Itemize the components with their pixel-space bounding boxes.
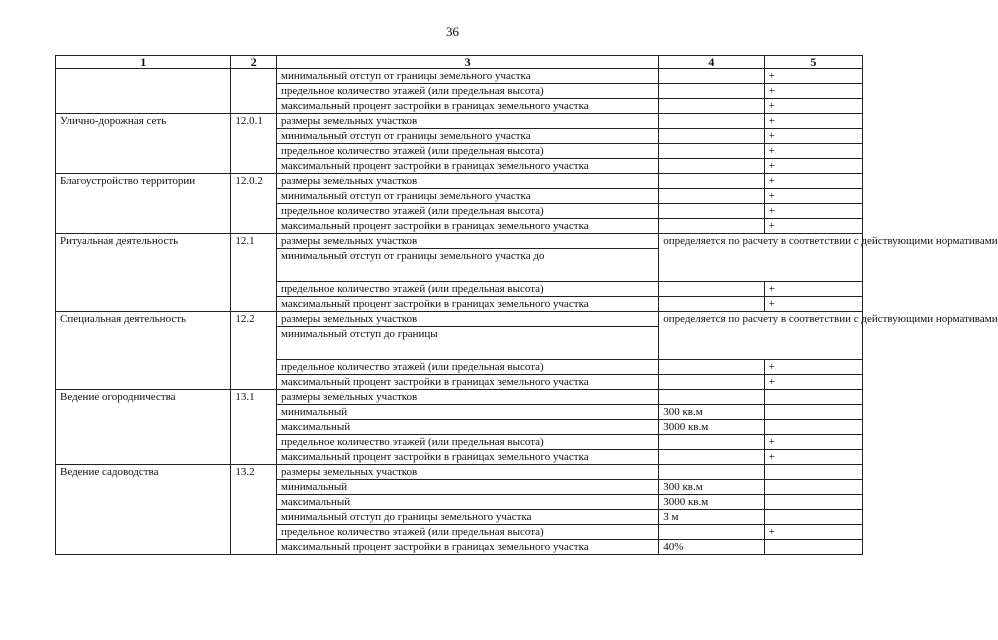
parameter-name: максимальный процент застройки в границах земельного участка [277, 159, 659, 174]
parameter-name: максимальный процент застройки в границах земельного участка [277, 297, 659, 312]
header-col-3: 3 [277, 56, 659, 69]
table-row [56, 465, 863, 480]
use-type-code: 13.1 [231, 390, 277, 465]
use-type-name: Ведение огородничества [56, 390, 231, 465]
parameter-name: предельное количество этажей (или предельная высота) [277, 435, 659, 450]
value-column-5: + [764, 450, 862, 465]
value-column-4 [659, 144, 764, 159]
value-column-4 [659, 159, 764, 174]
value-column-5: + [764, 69, 862, 84]
parameter-name: предельное количество этажей (или предельная высота) [277, 525, 659, 540]
value-column-4 [659, 114, 764, 129]
value-column-5: + [764, 375, 862, 390]
value-column-5 [764, 510, 862, 525]
value-column-5: + [764, 435, 862, 450]
value-column-4 [659, 450, 764, 465]
value-column-5 [764, 480, 862, 495]
table-body [56, 69, 998, 555]
value-column-5: + [764, 144, 862, 159]
value-column-4 [659, 435, 764, 450]
table-row [56, 114, 863, 129]
header-col-4: 4 [659, 56, 764, 69]
parameter-name: минимальный отступ от границы земельного участка [277, 69, 659, 84]
value-column-4 [659, 297, 764, 312]
value-column-4 [659, 525, 764, 540]
parameter-name: предельное количество этажей (или предельная высота) [277, 282, 659, 297]
use-type-name: Улично-дорожная сеть [56, 114, 231, 174]
value-column-5: + [764, 174, 862, 189]
parameter-name: максимальный [277, 495, 659, 510]
parameter-name: размеры земельных участков [277, 390, 659, 405]
parameter-name: минимальный [277, 405, 659, 420]
parameter-name: минимальный отступ от границы земельного участка [277, 189, 659, 204]
value-column-4: 40% [659, 540, 764, 555]
value-column-5: + [764, 297, 862, 312]
use-type-name: Благоустройство территории [56, 174, 231, 234]
value-column-4 [659, 129, 764, 144]
parameter-name: максимальный процент застройки в границах земельного участка [277, 219, 659, 234]
parameter-name: размеры земельных участков [277, 465, 659, 480]
calculation-note: определяется по расчету в соответствии с действующими нормативами [659, 234, 863, 282]
value-column-4: 300 кв.м [659, 480, 764, 495]
parameter-name: максимальный процент застройки в границах земельного участка [277, 540, 659, 555]
use-type-code: 12.0.1 [231, 114, 277, 174]
parameter-name: максимальный [277, 420, 659, 435]
calculation-note: определяется по расчету в соответствии с действующими нормативами [659, 312, 863, 360]
header-col-1: 1 [56, 56, 231, 69]
value-column-5: + [764, 129, 862, 144]
value-column-5 [764, 390, 862, 405]
use-type-code: 12.2 [231, 312, 277, 390]
value-column-4 [659, 390, 764, 405]
value-column-5: + [764, 525, 862, 540]
parameter-name: предельное количество этажей (или предельная высота) [277, 360, 659, 375]
value-column-4 [659, 69, 764, 84]
value-column-5 [764, 495, 862, 510]
value-column-4 [659, 174, 764, 189]
table-row [56, 234, 863, 249]
parameter-name: максимальный процент застройки в границах земельного участка [277, 375, 659, 390]
value-column-4 [659, 375, 764, 390]
parameter-name: максимальный процент застройки в границах земельного участка [277, 450, 659, 465]
use-type-code: 13.2 [231, 465, 277, 555]
value-column-5: + [764, 360, 862, 375]
value-column-5: + [764, 84, 862, 99]
parameter-name: предельное количество этажей (или предельная высота) [277, 84, 659, 99]
use-type-code [231, 69, 277, 114]
value-column-4 [659, 360, 764, 375]
header-col-2: 2 [231, 56, 277, 69]
page-number: 36 [446, 24, 459, 39]
value-column-5: + [764, 114, 862, 129]
land-parameters-table [55, 55, 998, 555]
value-column-5 [764, 420, 862, 435]
use-type-name: Ритуальная деятельность [56, 234, 231, 312]
value-column-4 [659, 219, 764, 234]
parameter-name: максимальный процент застройки в границах земельного участка [277, 99, 659, 114]
use-type-name: Специальная деятельность [56, 312, 231, 390]
value-column-5 [764, 405, 862, 420]
parameter-name: размеры земельных участков [277, 114, 659, 129]
use-type-code: 12.1 [231, 234, 277, 312]
parameter-name: минимальный отступ до границы земельного участка [277, 510, 659, 525]
table-row [56, 69, 863, 84]
parameter-name: минимальный [277, 480, 659, 495]
value-column-5: + [764, 99, 862, 114]
parameter-name: предельное количество этажей (или предельная высота) [277, 204, 659, 219]
parameter-name: размеры земельных участков [277, 234, 659, 249]
parameter-name: минимальный отступ от границы земельного участка [277, 129, 659, 144]
use-type-name [56, 69, 231, 114]
value-column-4 [659, 99, 764, 114]
value-column-4 [659, 204, 764, 219]
value-column-5: + [764, 282, 862, 297]
value-column-5: + [764, 219, 862, 234]
parameter-name: минимальный отступ до границы [277, 327, 659, 360]
value-column-5: + [764, 189, 862, 204]
value-column-5: + [764, 159, 862, 174]
value-column-5 [764, 540, 862, 555]
parameter-name: размеры земельных участков [277, 174, 659, 189]
use-type-code: 12.0.2 [231, 174, 277, 234]
table-row [56, 312, 863, 327]
value-column-4: 300 кв.м [659, 405, 764, 420]
value-column-4 [659, 189, 764, 204]
value-column-4 [659, 465, 764, 480]
value-column-4 [659, 84, 764, 99]
header-row [56, 56, 863, 69]
value-column-5: + [764, 204, 862, 219]
use-type-name: Ведение садоводства [56, 465, 231, 555]
table-row [56, 390, 863, 405]
value-column-4 [659, 282, 764, 297]
parameter-name: размеры земельных участков [277, 312, 659, 327]
value-column-4: 3000 кв.м [659, 495, 764, 510]
value-column-4: 3 м [659, 510, 764, 525]
header-col-5: 5 [764, 56, 862, 69]
table-row [56, 174, 863, 189]
value-column-4: 3000 кв.м [659, 420, 764, 435]
value-column-5 [764, 465, 862, 480]
parameter-name: минимальный отступ от границы земельного участка до [277, 249, 659, 282]
parameter-name: предельное количество этажей (или предельная высота) [277, 144, 659, 159]
